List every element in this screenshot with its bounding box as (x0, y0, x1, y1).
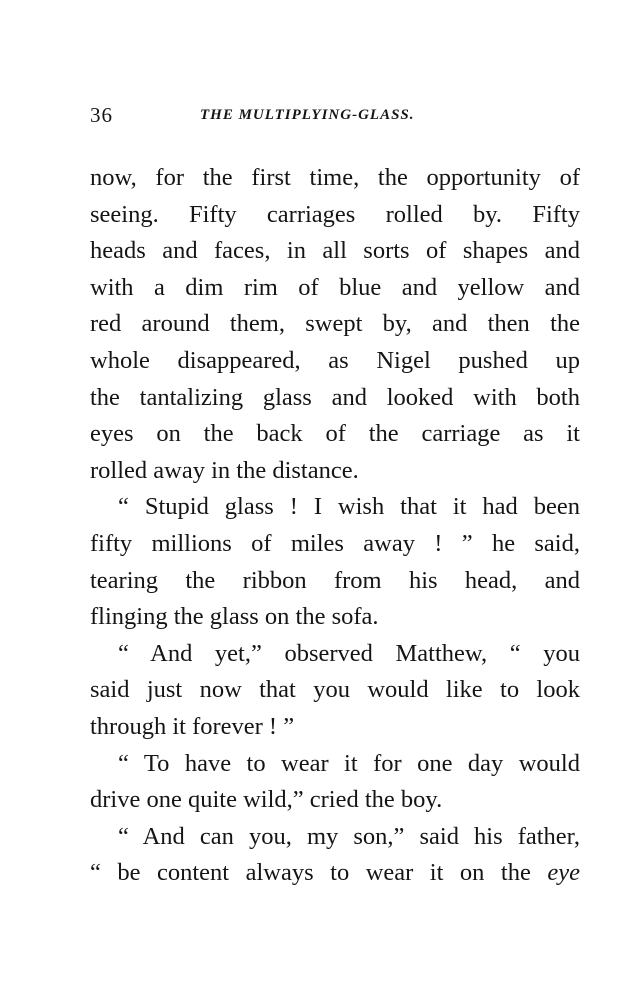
text-line-17 (90, 746, 580, 783)
text-line-18 (90, 782, 580, 819)
text-line-content: drive one quite wild,” cried the boy. (90, 786, 443, 814)
text-line-content: with a dim rim of blue and yellow and (90, 273, 580, 301)
text-line-content: seeing. Fifty carriages rolled by. Fifty (90, 200, 580, 228)
text-line-10 (90, 489, 580, 526)
text-line-content: eyes on the back of the carriage as it (90, 420, 580, 448)
text-line-content: red around them, swept by, and then the (90, 310, 580, 338)
text-line-8 (90, 416, 580, 453)
text-line-content: rolled away in the distance. (90, 456, 359, 484)
text-line-13 (90, 599, 580, 636)
text-line-7 (90, 380, 580, 417)
text-line-content: tearing the ribbon from his head, and (90, 566, 580, 594)
text-line-1 (90, 160, 580, 197)
text-line-3 (90, 233, 580, 270)
text-line-19 (90, 819, 580, 856)
text-line-14 (90, 636, 580, 673)
text-line-2 (90, 197, 580, 234)
text-line-5 (90, 306, 580, 343)
page-header (90, 103, 570, 137)
text-line-6 (90, 343, 580, 380)
text-line-9 (90, 453, 580, 490)
text-line-12 (90, 563, 580, 600)
text-line-content: “ To have to wear it for one day would (118, 749, 580, 777)
text-line-content: now, for the first time, the opportunity of (90, 164, 580, 191)
text-line-16 (90, 709, 580, 746)
text-line-4 (90, 270, 580, 307)
text-line-content: through it forever ! ” (90, 712, 295, 740)
text-line-content: said just now that you would like to look (90, 676, 580, 704)
text-line-content: fifty millions of miles away ! ” he said, (90, 529, 580, 557)
text-line-content: whole disappeared, as Nigel pushed up (90, 346, 580, 374)
text-line-15 (90, 672, 580, 709)
text-line-content: flinging the glass on the sofa. (90, 603, 379, 631)
text-line-content: “ And can you, my son,” said his father, (118, 822, 580, 850)
text-line-content: the tantalizing glass and looked with both (90, 383, 580, 411)
page-number: 36 (90, 103, 113, 127)
text-line-11 (90, 526, 580, 563)
body-text (90, 160, 580, 892)
text-line-20 (90, 855, 580, 892)
text-line-content: heads and faces, in all sorts of shapes and (90, 237, 580, 265)
text-line-content: “ And yet,” observed Matthew, “ you (118, 639, 580, 667)
text-line-content: “ be content always to wear it on the (90, 859, 531, 887)
text-line-content: “ Stupid glass ! I wish that it had been (118, 493, 580, 521)
italic-word: eye (547, 859, 581, 887)
running-head: THE MULTIPLYING-GLASS. (200, 107, 415, 123)
